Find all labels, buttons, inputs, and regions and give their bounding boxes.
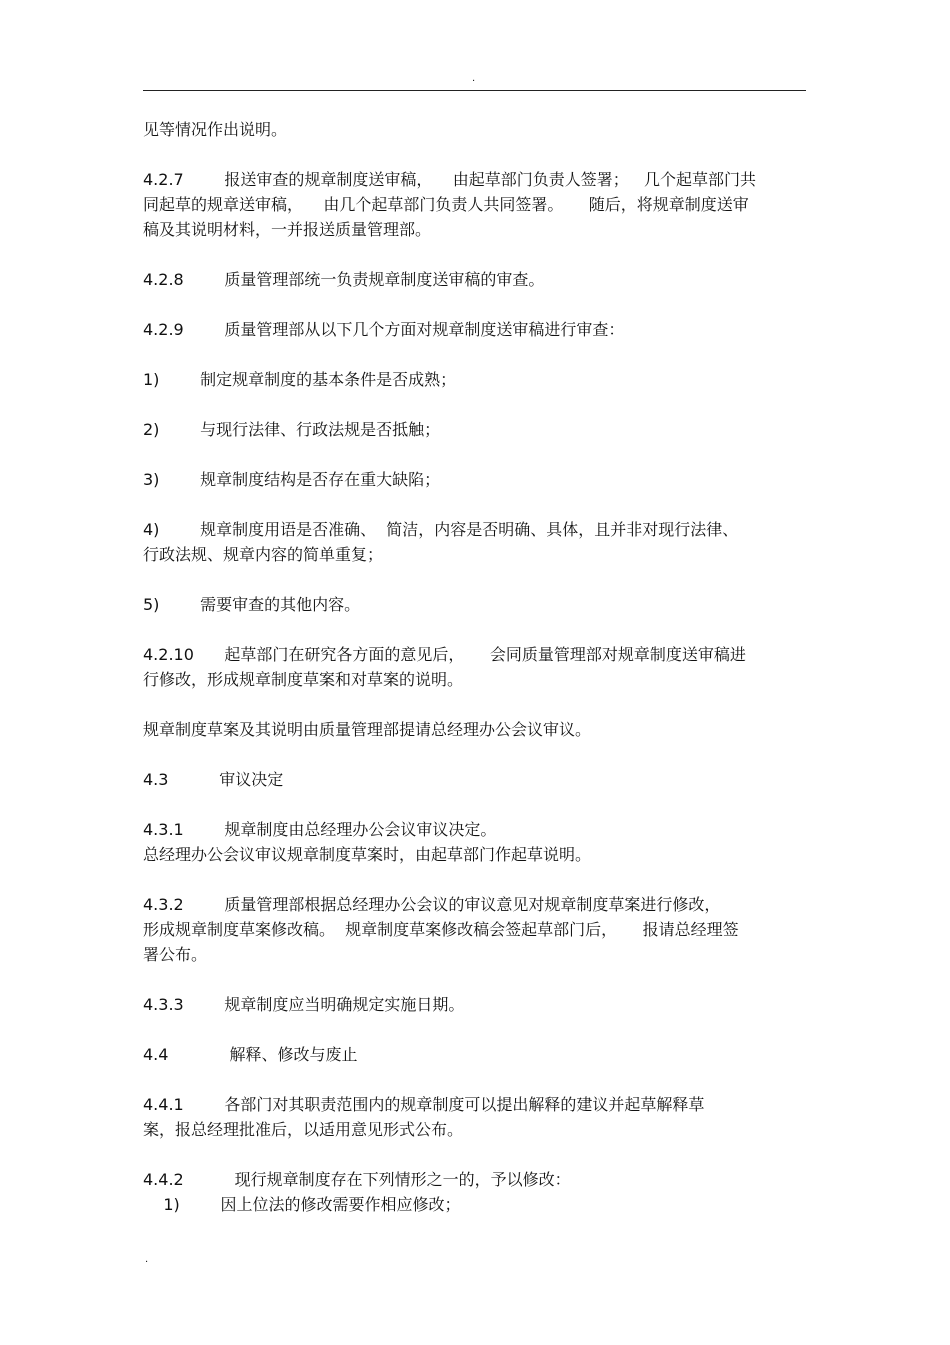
paragraph-4-3-2: 4.3.2 质量管理部根据总经理办公会议的审议意见对规章制度草案进行修改， 形成规章制度草案修改稿。 规章制度草案修改稿会签起草部门后， 报请总经理签 署公布。 [143,895,739,964]
header-mark: . [472,73,476,84]
paragraph: 见等情况作出说明。 [143,120,288,139]
list-item-1: 1) 制定规章制度的基本条件是否成熟； [143,370,457,389]
paragraph-4-2-10: 4.2.10 起草部门在研究各方面的意见后， 会同质量管理部对规章制度送审稿进 行修改，形成规章制度草案和对草案的说明。 [143,645,746,689]
paragraph-4-4-1: 4.4.1 各部门对其职责范围内的规章制度可以提出解释的建议并起草解释草 案，报总经理批准后，以适用意见形式公布。 [143,1095,705,1139]
list-item-3: 3) 规章制度结构是否存在重大缺陷； [143,470,441,489]
paragraph-4-2-9: 4.2.9 质量管理部从以下几个方面对规章制度送审稿进行审查： [143,320,625,339]
paragraph-4-3-1: 4.3.1 规章制度由总经理办公会议审议决定。 总经理办公会议审议规章制度草案时，由起草部门作起草说明。 [143,820,592,864]
paragraph: 规章制度草案及其说明由质量管理部提请总经理办公会议审议。 [143,720,592,739]
paragraph-4-2-7: 4.2.7 报送审查的规章制度送审稿， 由起草部门负责人签署； 几个起草部门共 同起草的规章送审稿， 由几个起草部门负责人共同签署。 随后，将规章制度送审 稿及其说明材料，一并报送质量管理部。 [143,170,757,239]
section-heading-4-3: 4.3 审议决定 [143,770,284,789]
document-body [143,117,808,1217]
footer-mark: . [145,1254,149,1265]
list-item-2: 2) 与现行法律、行政法规是否抵触； [143,420,441,439]
paragraph-4-2-8: 4.2.8 质量管理部统一负责规章制度送审稿的审查。 [143,270,545,289]
paragraph-4-3-3: 4.3.3 规章制度应当明确规定实施日期。 [143,995,465,1014]
list-item-4: 4) 规章制度用语是否准确、 简洁，内容是否明确、具体，且并非对现行法律、 行政法规、规章内容的简单重复； [143,520,739,564]
list-item-5: 5) 需要审查的其他内容。 [143,595,361,614]
paragraph-4-4-2: 4.4.2 现行规章制度存在下列情形之一的，予以修改： 1) 因上位法的修改需要作相应修改； [143,1170,571,1214]
header-rule [143,90,806,91]
section-heading-4-4: 4.4 解释、修改与废止 [143,1045,358,1064]
